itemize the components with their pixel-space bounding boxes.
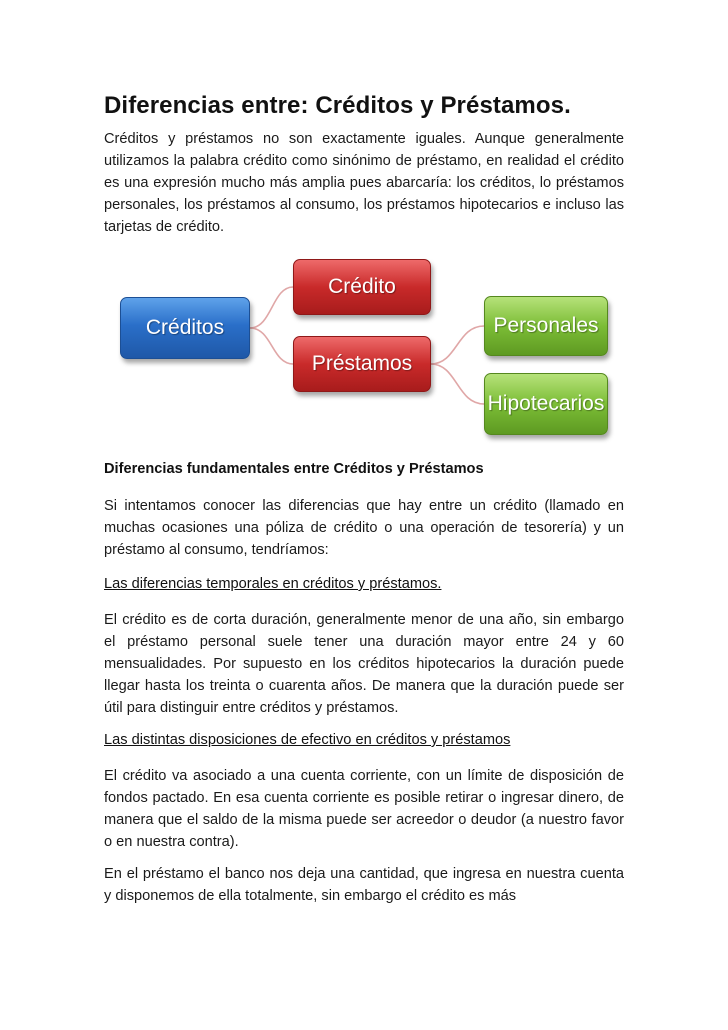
intro-paragraph: Créditos y préstamos no son exactamente iguales. Aunque generalmente utilizamos la palabra crédito como sinónimo de préstamo, en realidad el crédito es una expresión mucho más amplia pues abarcaría: los créditos, lo préstamos personales, los préstamos al consumo, los préstamos hipotecarios e incluso las tarjetas de crédito. [104,131,624,235]
page-title: Diferencias entre: Créditos y Préstamos. [104,92,571,119]
connector-root-credito [250,287,293,328]
node-prestamos: Préstamos [293,336,431,392]
connector-prestamos-hipotecarios [431,364,484,404]
connector-root-prestamos [250,328,293,364]
paragraph-2: Si intentamos conocer las diferencias que hay entre un crédito (llamado en muchas ocasiones una póliza de crédito o una operación de tesorería) y un préstamo al consumo, tendríamos: [104,498,624,558]
subheading-disposiciones: Las distintas disposiciones de efectivo en créditos y préstamos [104,732,511,748]
connector-prestamos-personales [431,326,484,364]
node-personales: Personales [484,296,608,356]
hierarchy-diagram [100,250,640,450]
node-credito: Crédito [293,259,431,315]
section-heading: Diferencias fundamentales entre Créditos y Préstamos [104,461,484,477]
node-hipotecarios: Hipotecarios [484,373,608,435]
paragraph-4: El crédito va asociado a una cuenta corriente, con un límite de disposición de fondos pactado. En esa cuenta corriente es posible retirar o ingresar dinero, de manera que el saldo de la misma puede ser acreedor o deudor (a nuestro favor o en nuestra contra). [104,768,624,850]
subheading-temporales: Las diferencias temporales en créditos y préstamos. [104,576,442,592]
node-creditos: Créditos [120,297,250,359]
paragraph-3: El crédito es de corta duración, generalmente menor de una año, sin embargo el préstamo personal suele tener una duración mayor entre 24 y 60 mensualidades. Por supuesto en los créditos hipotecarios la duración puede llegar hasta los treinta o cuarenta años. De manera que la duración puede ser útil para distinguir entre créditos y préstamos. [104,612,624,716]
paragraph-5: En el préstamo el banco nos deja una cantidad, que ingresa en nuestra cuenta y disponemos de ella totalmente, sin embargo el crédito es más [104,866,624,904]
